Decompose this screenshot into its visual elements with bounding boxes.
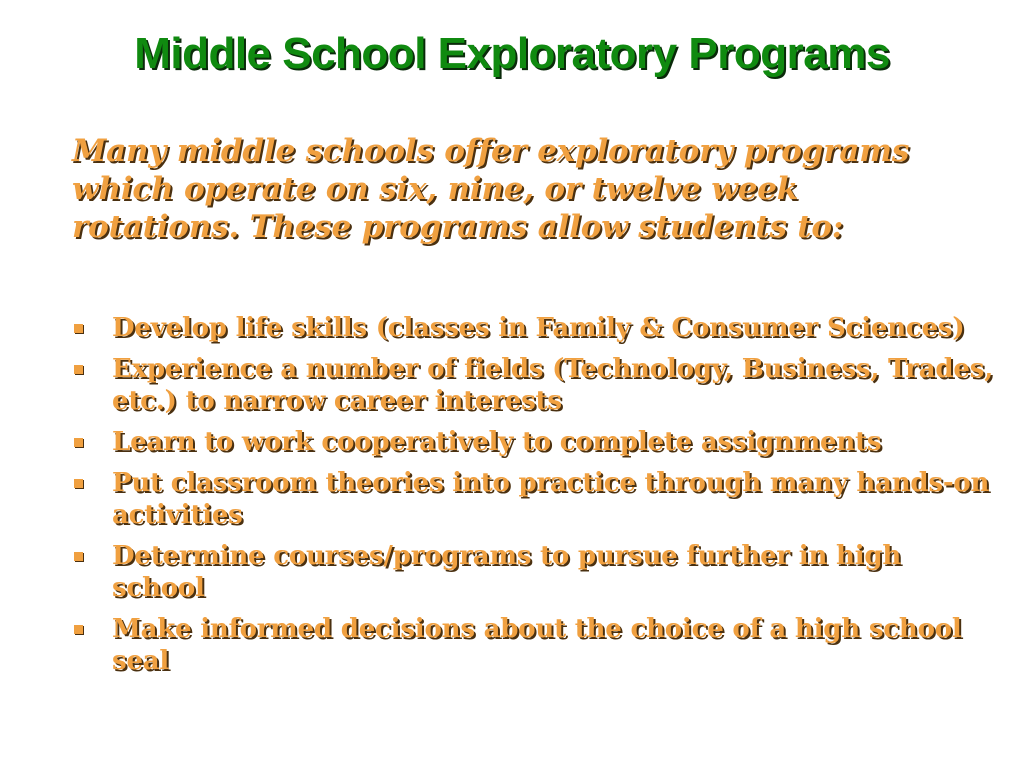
square-bullet-icon — [74, 324, 83, 333]
square-bullet-icon — [74, 552, 83, 561]
list-item-text: Determine courses/programs to pursue further in high school — [112, 541, 902, 603]
list-item — [72, 467, 1002, 531]
list-item — [72, 353, 1002, 417]
list-item — [72, 312, 1002, 344]
list-item — [72, 613, 1002, 677]
list-item — [72, 426, 1002, 458]
square-bullet-icon — [74, 479, 83, 488]
list-item-text: Make informed decisions about the choice of a high school seal — [112, 614, 962, 676]
list-item-text: Experience a number of fields (Technology, Business, Trades, etc.) to narrow career interests — [112, 354, 994, 416]
intro-paragraph: Many middle schools offer exploratory programs which operate on six, nine, or twelve week rotations. These programs allow students to: — [72, 133, 910, 245]
square-bullet-icon — [74, 625, 83, 634]
list-item-text: Learn to work cooperatively to complete assignments — [112, 427, 882, 457]
slide-title: Middle School Exploratory Programs — [134, 29, 890, 78]
list-item-text: Put classroom theories into practice through many hands-on activities — [112, 468, 990, 530]
list-item-text: Develop life skills (classes in Family & Consumer Sciences) — [112, 313, 965, 343]
square-bullet-icon — [74, 438, 83, 447]
bullet-list — [72, 312, 1002, 686]
square-bullet-icon — [74, 365, 83, 374]
list-item — [72, 540, 1002, 604]
